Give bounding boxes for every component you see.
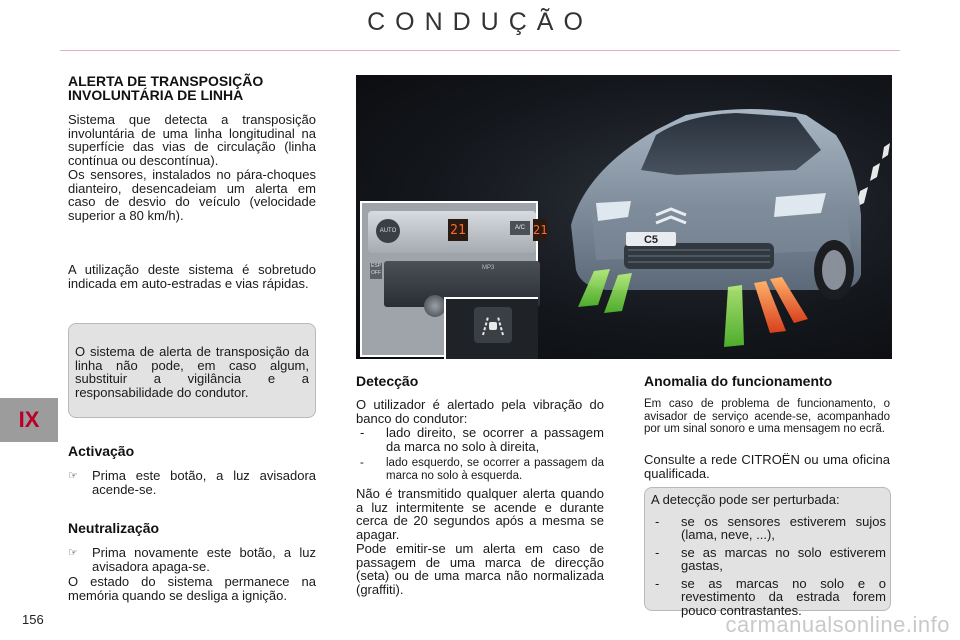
- watermark-text: carmanualsonline.info: [725, 612, 950, 637]
- usage-paragraph: A utilização deste sistema é sobretudo indicada em auto-estradas e vias rápidas.: [68, 262, 316, 291]
- detection-list: [356, 426, 604, 486]
- activation-title: Activação: [68, 443, 135, 459]
- lane-departure-button: [474, 307, 512, 343]
- header-divider: [60, 50, 900, 51]
- detection-paragraph-3: Pode emitir-se um alerta em caso de passagem de uma marca de direcção (seta) ou de uma marca não normalizada (graffiti).: [356, 541, 604, 597]
- badge-text: C5: [643, 234, 659, 246]
- list-item-text: se os sensores estiverem sujos (lama, neve, ...),: [681, 513, 886, 542]
- sensors-paragraph: Os sensores, instalados no pára-choques dianteiro, desencadeiam um alerta em caso de desvio do veículo (velocidade superior a 80 km/h).: [68, 167, 316, 223]
- esp-off-label: OFF: [371, 270, 381, 276]
- neutralization-title: Neutralização: [68, 520, 160, 536]
- malfunction-paragraph-1: Em caso de problema de funcionamento, o avisador de serviço acende-se, acompanhado por um sinal sonoro e uma mensagem no ecrã.: [644, 398, 890, 435]
- pointer-icon: ☞: [68, 470, 78, 482]
- detection-intro: O utilizador é alertado pela vibração do banco do condutor:: [356, 397, 604, 426]
- ac-button: A/C: [510, 221, 530, 235]
- sensor-beam-center: [724, 285, 744, 347]
- list-item: - se as marcas no solo estiverem gastas,: [655, 544, 886, 573]
- page-header-title: CONDUÇÃO: [367, 8, 593, 36]
- disturbance-note-box: [644, 487, 891, 618]
- temp-display-right: 21: [533, 219, 547, 241]
- chapter-tab: IX: [0, 398, 58, 442]
- neutralization-item: [68, 546, 316, 573]
- esp-button: [370, 263, 382, 279]
- list-item-text: se as marcas no solo e o revestimento da estrada forem pouco contrastantes.: [681, 575, 886, 618]
- warning-note-box: [68, 323, 316, 418]
- neutralization-paragraph: O estado do sistema permanece na memória quando se desliga a ignição.: [68, 574, 316, 603]
- detection-title: Detecção: [356, 373, 419, 389]
- list-item: - lado direito, se ocorrer a passagem da marca no solo à direita,: [360, 425, 604, 454]
- list-item: - lado esquerdo, se ocorrer a passagem da marca no solo à esquerda.: [360, 457, 604, 482]
- radio-label: MP3: [482, 265, 495, 271]
- neutralization-item-text: Prima novamente este botão, a luz avisadora apaga-se.: [92, 545, 316, 574]
- page-number: 156: [22, 612, 44, 627]
- malfunction-title: Anomalia do funcionamento: [644, 373, 833, 389]
- section-title-line1: ALERTA DE TRANSPOSIÇÃO: [68, 73, 264, 89]
- pointer-icon: ☞: [68, 547, 78, 559]
- malfunction-paragraph-2: Consulte a rede CITROËN ou uma oficina qualificada.: [644, 452, 890, 481]
- warning-note-text: O sistema de alerta de transposição da linha não pode, em caso algum, substituir a vigilância e a responsabilidade do condutor.: [75, 344, 309, 400]
- button-closeup: [444, 297, 538, 359]
- intro-paragraph: Sistema que detecta a transposição involuntária de uma linha longitudinal na superfície das vias de circulação (linha contínua ou descontínua).: [68, 112, 316, 168]
- disturbance-note-title: A detecção pode ser perturbada:: [651, 492, 840, 507]
- activation-item-text: Prima este botão, a luz avisadora acende-se.: [92, 468, 316, 497]
- list-item-text: lado direito, se ocorrer a passagem da marca no solo à direita,: [386, 425, 604, 454]
- list-item-text: lado esquerdo, se ocorrer a passagem da marca no solo à esquerda.: [386, 457, 604, 482]
- car-illustration: [356, 75, 892, 359]
- list-item-text: se as marcas no solo estiverem gastas,: [681, 544, 886, 573]
- left-column: [68, 74, 316, 102]
- radio-knob: [424, 295, 446, 317]
- esp-label: ESP: [370, 263, 381, 269]
- detection-paragraph-2: Não é transmitido qualquer alerta quando a luz intermitente se acende e durante cerca de 20 segundos após a mesma se apagar.: [356, 486, 604, 542]
- section-title-line2: INVOLUNTÁRIA DE LINHA: [68, 87, 244, 103]
- lane-departure-icon: [480, 314, 506, 336]
- activation-item: [68, 469, 316, 496]
- auto-button: AUTO: [376, 219, 400, 243]
- temp-display-left: 21: [448, 219, 468, 241]
- list-item: - se os sensores estiverem sujos (lama, neve, ...),: [655, 513, 886, 542]
- list-item: - se as marcas no solo e o revestimento da estrada forem pouco contrastantes.: [655, 575, 886, 618]
